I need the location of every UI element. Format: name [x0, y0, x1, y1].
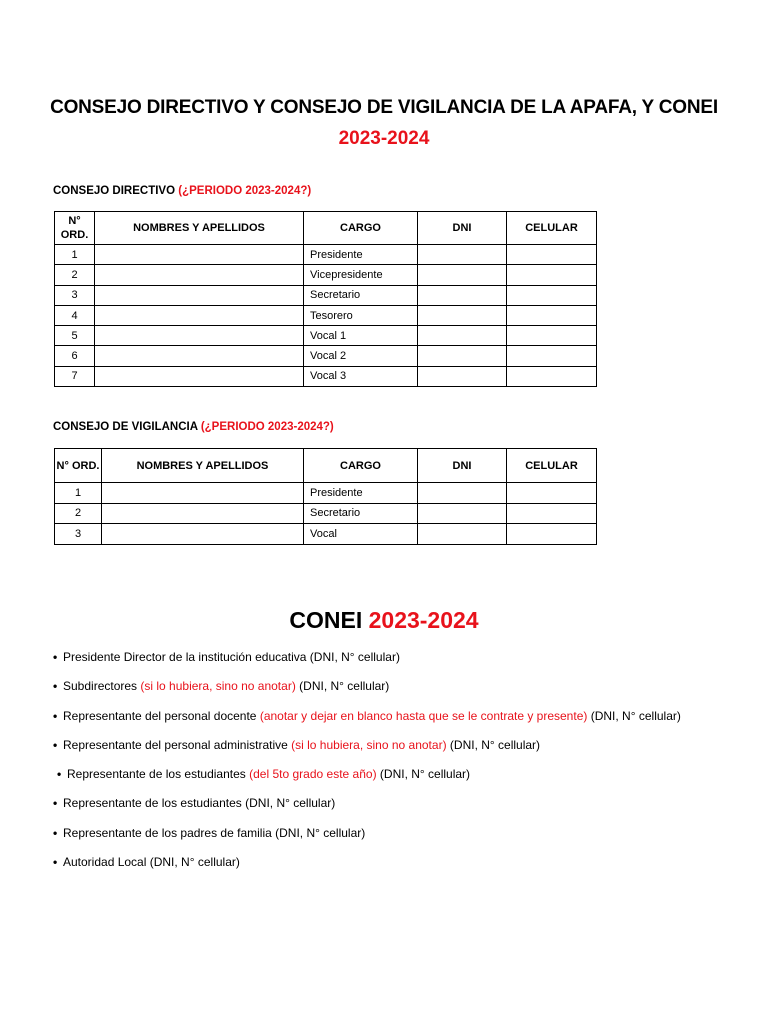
item-text: Representante de los padres de familia (DNI, N° cellular)	[63, 825, 366, 840]
table-header-row	[55, 449, 597, 483]
row-celular-cell[interactable]	[507, 366, 597, 386]
header-names: NOMBRES Y APELLIDOS	[102, 449, 304, 483]
row-cargo: Vicepresidente	[304, 265, 418, 285]
bullet-icon: •	[53, 679, 58, 694]
row-dni-cell[interactable]	[418, 245, 507, 265]
bullet-icon: •	[53, 650, 58, 664]
list-item	[53, 765, 753, 794]
consejo-vigilancia-label: CONSEJO DE VIGILANCIA	[53, 421, 198, 433]
item-suffix: (DNI, N° cellular)	[379, 767, 471, 782]
row-num: 3	[55, 524, 102, 545]
bullet-icon: •	[53, 796, 58, 811]
header-cargo: CARGO	[304, 212, 418, 245]
row-celular-cell[interactable]	[507, 483, 597, 504]
row-num: 1	[55, 245, 95, 265]
list-item	[53, 824, 753, 853]
table-row	[55, 483, 597, 504]
consejo-vigilancia-period: (¿PERIODO 2023-2024?)	[200, 421, 334, 433]
header-num: N° ORD.	[55, 212, 95, 245]
conei-title	[0, 604, 768, 636]
item-suffix: (DNI, N° cellular)	[449, 737, 541, 752]
header-dni: DNI	[418, 212, 507, 245]
bullet-icon: •	[53, 708, 58, 723]
row-num: 4	[55, 305, 95, 325]
table-header-row	[55, 212, 597, 245]
table-row	[55, 285, 597, 305]
conei-label: CONEI	[289, 607, 363, 633]
row-cargo: Vocal 2	[304, 346, 418, 366]
bullet-icon: •	[53, 855, 58, 870]
row-cargo: Vocal 1	[304, 326, 418, 346]
header-dni: DNI	[418, 449, 507, 483]
item-suffix: (DNI, N° cellular)	[590, 708, 681, 723]
row-dni-cell[interactable]	[418, 483, 507, 504]
item-text: Presidente Director de la institución educativa (DNI, N° cellular)	[63, 650, 400, 664]
row-num: 5	[55, 326, 95, 346]
list-item	[53, 853, 753, 882]
row-celular-cell[interactable]	[507, 285, 597, 305]
row-dni-cell[interactable]	[418, 285, 507, 305]
list-item	[53, 794, 753, 823]
row-num: 2	[55, 265, 95, 285]
table-row	[55, 245, 597, 265]
row-names-cell[interactable]	[95, 366, 304, 386]
header-celular: CELULAR	[507, 449, 597, 483]
row-celular-cell[interactable]	[507, 524, 597, 545]
row-cargo: Presidente	[304, 483, 418, 504]
table-row	[55, 503, 597, 524]
row-names-cell[interactable]	[102, 503, 304, 524]
row-names-cell[interactable]	[102, 524, 304, 545]
row-cargo: Secretario	[304, 503, 418, 524]
table-row	[55, 265, 597, 285]
item-note: (anotar y dejar en blanco hasta que se le contrate y presente)	[259, 708, 588, 723]
consejo-directivo-table	[54, 211, 597, 387]
header-celular: CELULAR	[507, 212, 597, 245]
bullet-icon: •	[57, 767, 62, 782]
table-row	[55, 326, 597, 346]
header-names: NOMBRES Y APELLIDOS	[95, 212, 304, 245]
row-cargo: Vocal	[304, 524, 418, 545]
consejo-directivo-label: CONSEJO DIRECTIVO	[53, 185, 176, 197]
row-cargo: Vocal 3	[304, 366, 418, 386]
consejo-vigilancia-heading	[53, 419, 334, 435]
list-item	[53, 648, 753, 677]
consejo-directivo-period: (¿PERIODO 2023-2024?)	[178, 185, 312, 197]
table-row	[55, 524, 597, 545]
header-num: N° ORD.	[55, 449, 102, 483]
row-celular-cell[interactable]	[507, 326, 597, 346]
row-celular-cell[interactable]	[507, 503, 597, 524]
conei-member-list	[53, 648, 753, 882]
item-note: (si lo hubiera, sino no anotar)	[291, 737, 447, 752]
row-names-cell[interactable]	[95, 326, 304, 346]
row-num: 7	[55, 366, 95, 386]
row-dni-cell[interactable]	[418, 326, 507, 346]
row-names-cell[interactable]	[95, 285, 304, 305]
row-cargo: Tesorero	[304, 305, 418, 325]
item-text: Representante de los estudiantes (DNI, N° cellular)	[63, 796, 336, 811]
list-item	[53, 707, 753, 736]
row-names-cell[interactable]	[95, 265, 304, 285]
row-celular-cell[interactable]	[507, 346, 597, 366]
bullet-icon: •	[53, 825, 58, 840]
table-row	[55, 346, 597, 366]
document-title: CONSEJO DIRECTIVO Y CONSEJO DE VIGILANCIA DE LA APAFA, Y CONEI	[50, 97, 718, 118]
item-text: Subdirectores	[63, 679, 138, 694]
consejo-directivo-heading	[53, 183, 311, 199]
row-cargo: Presidente	[304, 245, 418, 265]
row-dni-cell[interactable]	[418, 366, 507, 386]
item-text: Autoridad Local (DNI, N° cellular)	[63, 855, 240, 870]
item-suffix: (DNI, N° cellular)	[299, 679, 390, 694]
conei-year: 2023-2024	[368, 607, 479, 633]
row-num: 2	[55, 503, 102, 524]
consejo-vigilancia-table	[54, 448, 597, 545]
item-note: (si lo hubiera, sino no anotar)	[140, 679, 296, 694]
row-dni-cell[interactable]	[418, 346, 507, 366]
header-cargo: CARGO	[304, 449, 418, 483]
row-names-cell[interactable]	[102, 483, 304, 504]
row-num: 3	[55, 285, 95, 305]
bullet-icon: •	[53, 737, 58, 752]
item-text: Representante del personal docente	[63, 708, 257, 723]
row-names-cell[interactable]	[95, 245, 304, 265]
row-num: 1	[55, 483, 102, 504]
list-item	[53, 736, 753, 765]
row-dni-cell[interactable]	[418, 503, 507, 524]
row-names-cell[interactable]	[95, 346, 304, 366]
item-note: (del 5to grado este año)	[249, 767, 377, 782]
document-title-year: 2023-2024	[338, 128, 430, 149]
item-text: Representante del personal administrative	[63, 737, 288, 752]
row-dni-cell[interactable]	[418, 524, 507, 545]
table-row	[55, 305, 597, 325]
row-celular-cell[interactable]	[507, 305, 597, 325]
list-item	[53, 677, 753, 706]
row-names-cell[interactable]	[95, 305, 304, 325]
row-celular-cell[interactable]	[507, 265, 597, 285]
table-row	[55, 366, 597, 386]
row-dni-cell[interactable]	[418, 305, 507, 325]
row-num: 6	[55, 346, 95, 366]
row-celular-cell[interactable]	[507, 245, 597, 265]
row-dni-cell[interactable]	[418, 265, 507, 285]
item-text: Representante de los estudiantes	[67, 767, 246, 782]
row-cargo: Secretario	[304, 285, 418, 305]
